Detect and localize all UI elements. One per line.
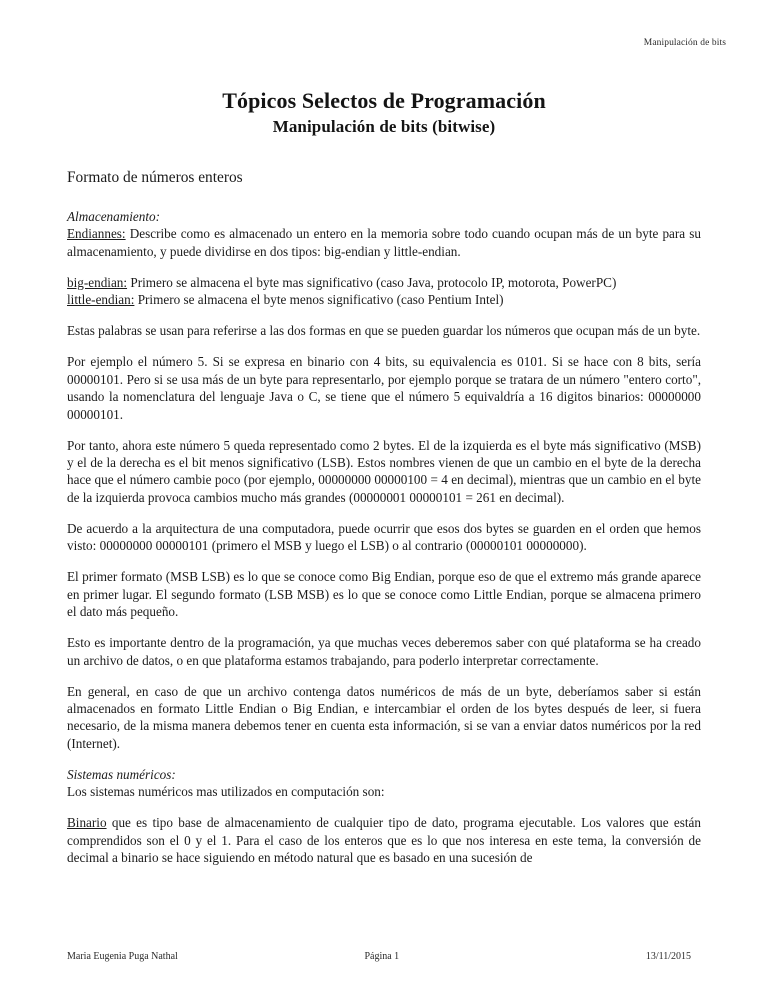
little-endian-text: Primero se almacena el byte menos significativo (caso Pentium Intel) [134, 292, 504, 308]
title-block [0, 88, 768, 137]
paragraph-formatos-endian: El primer formato (MSB LSB) es lo que se conoce como Big Endian, porque eso de que el extremo más grande aparece en primer lugar. El segundo formato (LSB MSB) es lo que se conoce como Little Endian, porque se almacena primero el dato más pequeño. [67, 569, 701, 620]
little-endian-label: little-endian: [67, 292, 135, 308]
paragraph-binario [67, 814, 701, 866]
big-endian-text: Primero se almacena el byte mas significativo (caso Java, protocolo IP, motorota, PowerPC) [127, 274, 617, 290]
paragraph-msb-lsb: Por tanto, ahora este número 5 queda representado como 2 bytes. El de la izquierda es el byte más significativo (MSB) y el de la derecha es el bit menos significativo (LSB). Estos nombres vienen de que un cambio en el byte de la derecha hace que el número cambie poco (por ejemplo, 00000000 00000100 = 4 en decimal), mientras que un cambio en el byte de la izquierda provoca cambios mucho más grandes (00000001 00000101 = 261 en decimal). [67, 437, 701, 505]
paragraph-arquitectura: De acuerdo a la arquitectura de una computadora, puede ocurrir que esos dos bytes se guarden en el orden que hemos visto: 00000000 00000101 (primero el MSB y luego el LSB) o al contrario (00000101 00000000). [67, 520, 701, 554]
paragraph-big-endian [67, 274, 701, 291]
paragraph-little-endian [67, 291, 701, 308]
paragraph-estas-palabras: Estas palabras se usan para referirse a las dos formas en que se pueden guardar los números que ocupan más de un byte. [67, 323, 701, 339]
section-heading-formato: Formato de números enteros [67, 169, 243, 186]
paragraph-endiannes [67, 225, 701, 260]
paragraph-importancia: Esto es importante dentro de la programación, ya que muchas veces deberemos saber con qué plataforma se ha creado un archivo de datos, o en que plataforma estamos trabajando, para poderlo interpretar correctamente. [67, 635, 701, 668]
paragraph-ejemplo-numero-5: Por ejemplo el número 5. Si se expresa en binario con 4 bits, su equivalencia es 0101. Si se hace con 8 bits, sería 00000101. Pero si se usa más de un byte para representarlo, por ejemplo porque se tratara de un número "entero corto", usando la nomenclatura del lenguaje Java o C, se tiene que el número 5 equivaldría a 16 digitos binarios: 00000000 00000101. [67, 354, 701, 422]
binario-label: Binario [67, 815, 107, 831]
page-footer [67, 948, 701, 964]
footer-page-number: Página 1 [364, 950, 400, 962]
footer-date: 13/11/2015 [645, 950, 691, 962]
page-subtitle: Manipulación de bits (bitwise) [272, 116, 496, 136]
almacenamiento-label: Almacenamiento: [67, 209, 161, 225]
endiannes-text: Describe como es almacenado un entero en la memoria sobre todo cuando ocupan más de un byte para su almacenamiento, y puede dividirse en dos tipos: big-endian y little-endian. [67, 226, 701, 259]
document-body [67, 168, 701, 880]
binario-text: que es tipo base de almacenamiento de cualquier tipo de dato, programa ejecutable. Los valores que están comprendidos son el 0 y el 1. Para el caso de los enteros que es lo que nos interesa en este tema, la conversión de decimal a binario se hace siguiendo en método natural que es basado en una sucesión de [67, 815, 701, 866]
page-title: Tópicos Selectos de Programación [222, 88, 546, 113]
paragraph-sistemas-usados: Los sistemas numéricos mas utilizados en computación son: [67, 784, 385, 800]
big-endian-label: big-endian: [67, 274, 128, 290]
footer-author: Maria Eugenia Puga Nathal [67, 950, 178, 962]
running-head: Manipulación de bits [643, 38, 726, 48]
paragraph-en-general: En general, en caso de que un archivo contenga datos numéricos de más de un byte, deberíamos saber si están almacenados en formato Little Endian o Big Endian, e intercambiar el orden de los bytes después de leer, si fuera necesario, de la misma manera debemos tener en cuenta esta información, si se van a enviar datos numéricos por la red (Internet). [67, 683, 701, 751]
label-sistemas-numericos [67, 766, 701, 783]
sistemas-numericos-label: Sistemas numéricos: [67, 766, 176, 782]
endiannes-label: Endiannes: [67, 226, 126, 242]
label-almacenamiento [67, 208, 701, 225]
